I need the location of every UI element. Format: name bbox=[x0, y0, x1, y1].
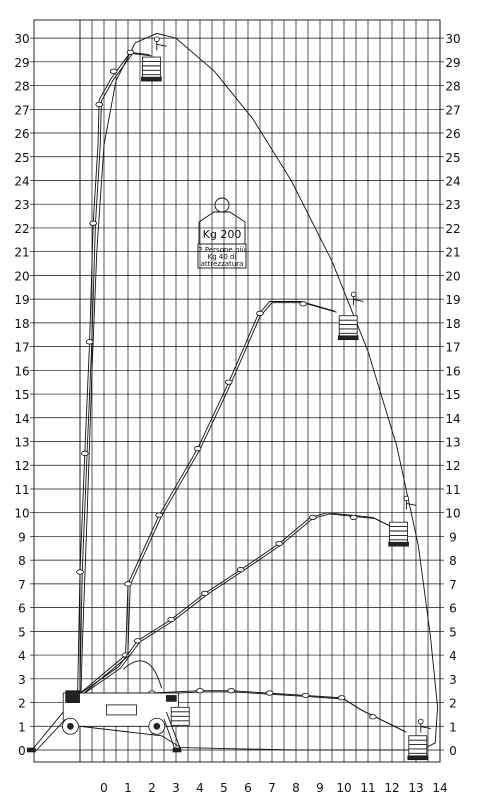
y-tick-label-left: 1 bbox=[18, 720, 26, 735]
y-tick-label-right: 27 bbox=[445, 103, 461, 118]
y-tick-label-right: 9 bbox=[449, 530, 457, 545]
load-line-3: attrezzatura bbox=[200, 260, 244, 268]
y-tick-label-right: 3 bbox=[449, 672, 457, 687]
y-tick-label-left: 23 bbox=[14, 198, 30, 213]
y-tick-label-left: 17 bbox=[14, 340, 30, 355]
boom-position-4-joint bbox=[338, 696, 345, 700]
machine-base bbox=[27, 691, 189, 753]
y-tick-label-right: 4 bbox=[449, 649, 457, 664]
y-tick-label-left: 21 bbox=[14, 245, 30, 260]
boom-position-1 bbox=[78, 52, 150, 695]
x-tick-label: 0 bbox=[100, 781, 108, 795]
y-tick-label-left: 14 bbox=[14, 411, 30, 426]
y-tick-label-left: 25 bbox=[14, 150, 30, 165]
grid bbox=[34, 20, 440, 762]
x-tick-label: 13 bbox=[408, 781, 424, 795]
boom-position-3-basket-floor bbox=[389, 542, 409, 546]
y-tick-label-left: 9 bbox=[18, 530, 26, 545]
x-tick-label: 7 bbox=[268, 781, 276, 795]
envelope-inner-arc bbox=[123, 661, 161, 688]
boom-position-2-joint bbox=[257, 311, 264, 315]
boom-position-1-joint bbox=[96, 102, 103, 106]
y-tick-label-right: 0 bbox=[449, 744, 457, 758]
y-tick-label-left: 7 bbox=[18, 577, 26, 592]
y-tick-label-left: 19 bbox=[14, 293, 30, 308]
turret bbox=[66, 691, 80, 703]
boom-position-1-joint bbox=[77, 570, 84, 574]
boom-position-4-joint bbox=[266, 691, 273, 695]
boom-position-2-joint bbox=[225, 380, 232, 384]
y-tick-label-right: 1 bbox=[449, 720, 457, 735]
load-line-1: 2 Persone più bbox=[198, 246, 246, 254]
y-tick-label-right: 7 bbox=[449, 577, 457, 592]
y-tick-label-right: 13 bbox=[445, 435, 461, 450]
y-tick-label-right: 8 bbox=[449, 554, 457, 569]
wheel-left-hub bbox=[67, 723, 73, 729]
boom-position-3-joint bbox=[276, 541, 283, 545]
y-tick-label-right: 18 bbox=[445, 316, 461, 331]
boom-position-2-joint bbox=[194, 446, 201, 450]
boom-position-3-joint bbox=[350, 515, 357, 519]
grid-frame bbox=[34, 20, 440, 762]
y-tick-label-left: 27 bbox=[14, 103, 30, 118]
x-tick-label: 5 bbox=[220, 781, 228, 795]
y-tick-label-right: 12 bbox=[445, 459, 461, 474]
boom-position-3-basket bbox=[390, 522, 408, 544]
y-tick-label-left: 0 bbox=[18, 744, 26, 758]
boom-position-1-joint bbox=[81, 451, 88, 455]
boom-position-2-joint bbox=[300, 302, 307, 306]
boom-position-1-joint bbox=[86, 340, 93, 344]
boom-position-1-joint bbox=[127, 50, 134, 54]
y-tick-label-right: 30 bbox=[445, 32, 461, 47]
y-tick-label-left: 3 bbox=[18, 672, 26, 687]
y-tick-label-left: 16 bbox=[14, 364, 30, 379]
boom-position-3-joint bbox=[168, 617, 175, 621]
outrigger-right-pad bbox=[173, 748, 181, 752]
y-tick-label-right: 2 bbox=[449, 696, 457, 711]
boom-position-4-operator-body bbox=[421, 724, 431, 733]
boom-position-4-joint bbox=[369, 715, 376, 719]
boom-position-1-joint bbox=[90, 221, 97, 225]
y-tick-label-left: 29 bbox=[14, 55, 30, 70]
y-tick-label-right: 22 bbox=[445, 221, 461, 236]
boom-position-1-basket-floor bbox=[141, 77, 161, 81]
boom-position-1-joint bbox=[110, 69, 117, 73]
person-head-icon bbox=[215, 198, 229, 212]
boom-position-2-basket bbox=[339, 316, 357, 338]
y-tick-label-right: 21 bbox=[445, 245, 461, 260]
y-tick-label-left: 10 bbox=[14, 506, 30, 521]
boom-position-2-operator-head bbox=[351, 292, 356, 297]
working-envelope bbox=[80, 33, 438, 750]
y-tick-label-right: 29 bbox=[445, 55, 461, 70]
boom-position-2-joint bbox=[156, 513, 163, 517]
control-box bbox=[166, 695, 176, 701]
x-tick-label: 4 bbox=[196, 781, 204, 795]
x-tick-label: 12 bbox=[384, 781, 400, 795]
load-line-2: Kg 40 di bbox=[207, 253, 237, 261]
boom-position-3-joint bbox=[201, 591, 208, 595]
boom-position-2-joint bbox=[125, 582, 132, 586]
x-tick-label: 10 bbox=[336, 781, 352, 795]
y-tick-label-left: 22 bbox=[14, 221, 30, 236]
outrigger-left bbox=[32, 712, 63, 750]
wheel-right-hub bbox=[154, 723, 160, 729]
y-tick-label-right: 15 bbox=[445, 388, 461, 403]
y-tick-label-left: 18 bbox=[14, 316, 30, 331]
y-tick-label-right: 25 bbox=[445, 150, 461, 165]
x-tick-label: 1 bbox=[124, 781, 132, 795]
y-tick-label-left: 5 bbox=[18, 625, 26, 640]
boom-position-1-operator-body bbox=[157, 41, 167, 50]
boom-position-2-basket-floor bbox=[338, 336, 358, 340]
boom-position-4-joint bbox=[302, 693, 309, 697]
x-tick-label: 2 bbox=[148, 781, 156, 795]
y-tick-label-right: 5 bbox=[449, 625, 457, 640]
y-tick-label-right: 19 bbox=[445, 293, 461, 308]
boom-position-3-joint bbox=[134, 639, 141, 643]
y-tick-label-right: 24 bbox=[445, 174, 461, 189]
y-tick-label-left: 26 bbox=[14, 127, 30, 142]
y-tick-label-right: 14 bbox=[445, 411, 461, 426]
y-tick-label-right: 20 bbox=[445, 269, 461, 284]
y-tick-label-right: 17 bbox=[445, 340, 461, 355]
x-tick-label: 8 bbox=[292, 781, 300, 795]
y-tick-label-right: 23 bbox=[445, 198, 461, 213]
y-tick-label-left: 15 bbox=[14, 388, 30, 403]
boom-position-4-joint bbox=[197, 688, 204, 692]
engine-cover bbox=[106, 705, 136, 715]
x-tick-label: 14 bbox=[432, 781, 448, 795]
load-weight: Kg 200 bbox=[202, 228, 242, 241]
boom-position-2-inner bbox=[80, 303, 337, 697]
load-capacity-sign bbox=[198, 198, 246, 268]
y-tick-label-left: 11 bbox=[14, 482, 30, 497]
y-tick-label-left: 6 bbox=[18, 601, 26, 616]
x-tick-label: 6 bbox=[244, 781, 252, 795]
boom-position-1-basket bbox=[142, 57, 160, 79]
y-tick-label-right: 26 bbox=[445, 127, 461, 142]
y-tick-label-left: 28 bbox=[14, 79, 30, 94]
x-tick-label: 11 bbox=[360, 781, 376, 795]
y-tick-label-left: 2 bbox=[18, 696, 26, 711]
x-tick-label: 3 bbox=[172, 781, 180, 795]
y-tick-label-left: 13 bbox=[14, 435, 30, 450]
y-tick-label-right: 10 bbox=[445, 506, 461, 521]
boom-position-3-operator-head bbox=[404, 496, 409, 501]
x-tick-label: 9 bbox=[316, 781, 324, 795]
outrigger-left-inner bbox=[34, 719, 65, 752]
boom-position-4-basket bbox=[409, 736, 427, 758]
y-tick-label-left: 30 bbox=[14, 32, 30, 47]
envelope-outline bbox=[80, 33, 438, 750]
boom-positions bbox=[77, 37, 431, 760]
y-tick-label-right: 16 bbox=[445, 364, 461, 379]
boom-position-3-joint bbox=[309, 515, 316, 519]
boom-position-4-operator-head bbox=[418, 719, 423, 724]
y-tick-label-left: 24 bbox=[14, 174, 30, 189]
y-tick-label-left: 20 bbox=[14, 269, 30, 284]
boom-position-4-basket-floor bbox=[408, 756, 428, 760]
boom-position-1-operator-head bbox=[154, 37, 159, 42]
boom-position-3-joint bbox=[237, 567, 244, 571]
boom-position-2-operator-body bbox=[354, 296, 364, 305]
y-tick-label-right: 6 bbox=[449, 601, 457, 616]
boom-position-3-operator-body bbox=[406, 500, 416, 509]
y-tick-label-left: 4 bbox=[18, 649, 26, 664]
y-tick-label-right: 11 bbox=[445, 482, 461, 497]
y-tick-label-left: 8 bbox=[18, 554, 26, 569]
y-tick-label-left: 12 bbox=[14, 459, 30, 474]
y-tick-label-right: 28 bbox=[445, 79, 461, 94]
boom-position-4-joint bbox=[228, 688, 235, 692]
